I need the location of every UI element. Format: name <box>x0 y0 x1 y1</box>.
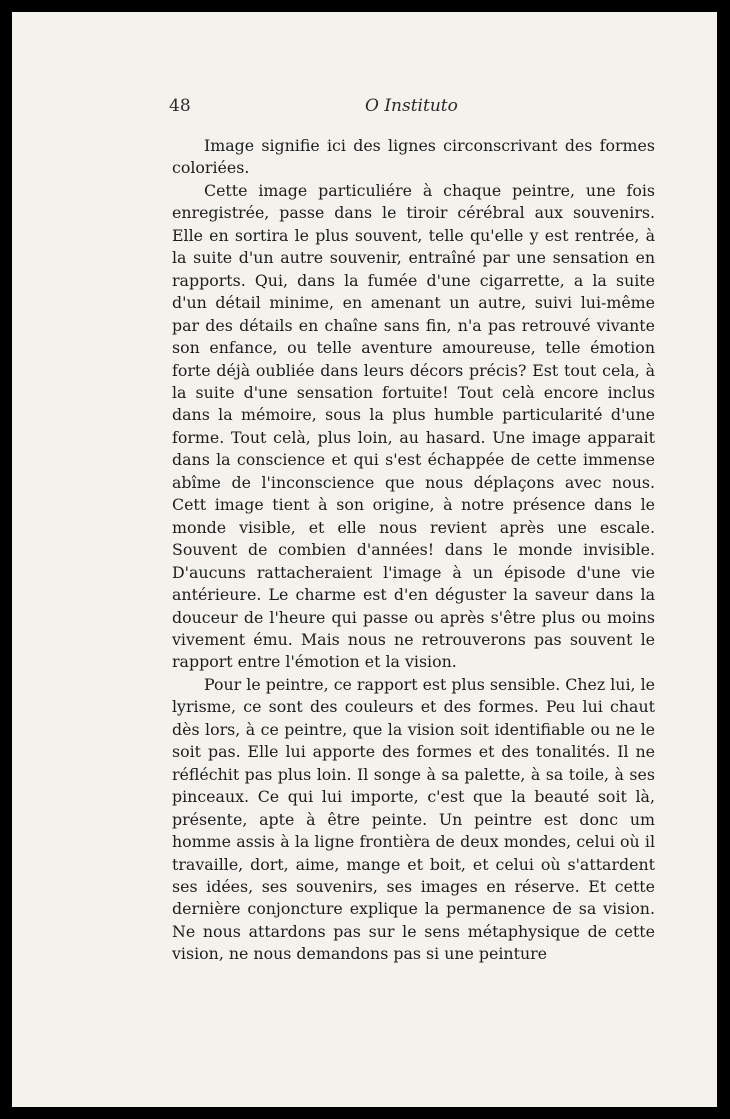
paragraph: Cette image particuliére à chaque peintre, une fois enregistrée, passe dans le tiroir cérébral aux souvenirs. Elle en sortira le plus souvent, telle qu'elle y est rentrée, à la suite d'un autre souvenir, entraîné par une sensation en rapports. Qui, dans la fumée d'une cigarrette, a la suite d'un détail minime, en amenant un autre, suivi lui-même par des détails en chaîne sans fin, n'a pas retrouvé vivante son enfance, ou telle aventure amoureuse, telle émotion forte déjà oubliée dans leurs décors précis? Est tout cela, à la suite d'une sensation fortuite! Tout celà encore inclus dans la mémoire, sous la plus humble particularité d'une forme. Tout celà, plus loin, au hasard. Une image apparait dans la conscience et qui s'est échappée de cette immense abîme de l'inconscience que nous déplaçons avec nous. Cett image tient à son origine, à notre présence dans le monde visible, et elle nous revient après une escale. Souvent de combien d'années! dans le monde invisible. D'aucuns rattacheraient l'image à un épisode d'une vie antérieure. Le charme est d'en déguster la saveur dans la douceur de l'heure qui passe ou après s'être plus ou moins vivement ému. Mais nous ne retrouverons pas souvent le rapport entre l'émotion et la vision. <box>172 180 655 672</box>
book-page <box>12 12 717 1107</box>
paragraph: Image signifie ici des lignes circonscrivant des formes coloriées. <box>172 136 655 178</box>
body-text <box>172 135 655 966</box>
page-header <box>169 96 654 126</box>
paragraph: Pour le peintre, ce rapport est plus sensible. Chez lui, le lyrisme, ce sont des couleurs et des formes. Peu lui chaut dès lors, à ce peintre, que la vision soit identifiable ou ne le soit pas. Elle lui apporte des formes et des tonalités. Il ne réfléchit pas plus loin. Il songe à sa palette, à sa toile, à ses pinceaux. Ce qui lui importe, c'est que la beauté soit là, présente, apte à être peinte. Un peintre est donc um homme assis à la ligne frontièra de deux mondes, celui où il travaille, dort, aime, mange et boit, et celui où s'attardent ses idées, ses souvenirs, ses images en réserve. Et cette dernière conjoncture explique la permanence de sa vision. Ne nous attardons pas sur le sens métaphysique de cette vision, ne nous demandons pas si une peinture <box>172 674 655 964</box>
page-number: 48 <box>169 96 191 116</box>
running-title: O Instituto <box>365 96 458 116</box>
